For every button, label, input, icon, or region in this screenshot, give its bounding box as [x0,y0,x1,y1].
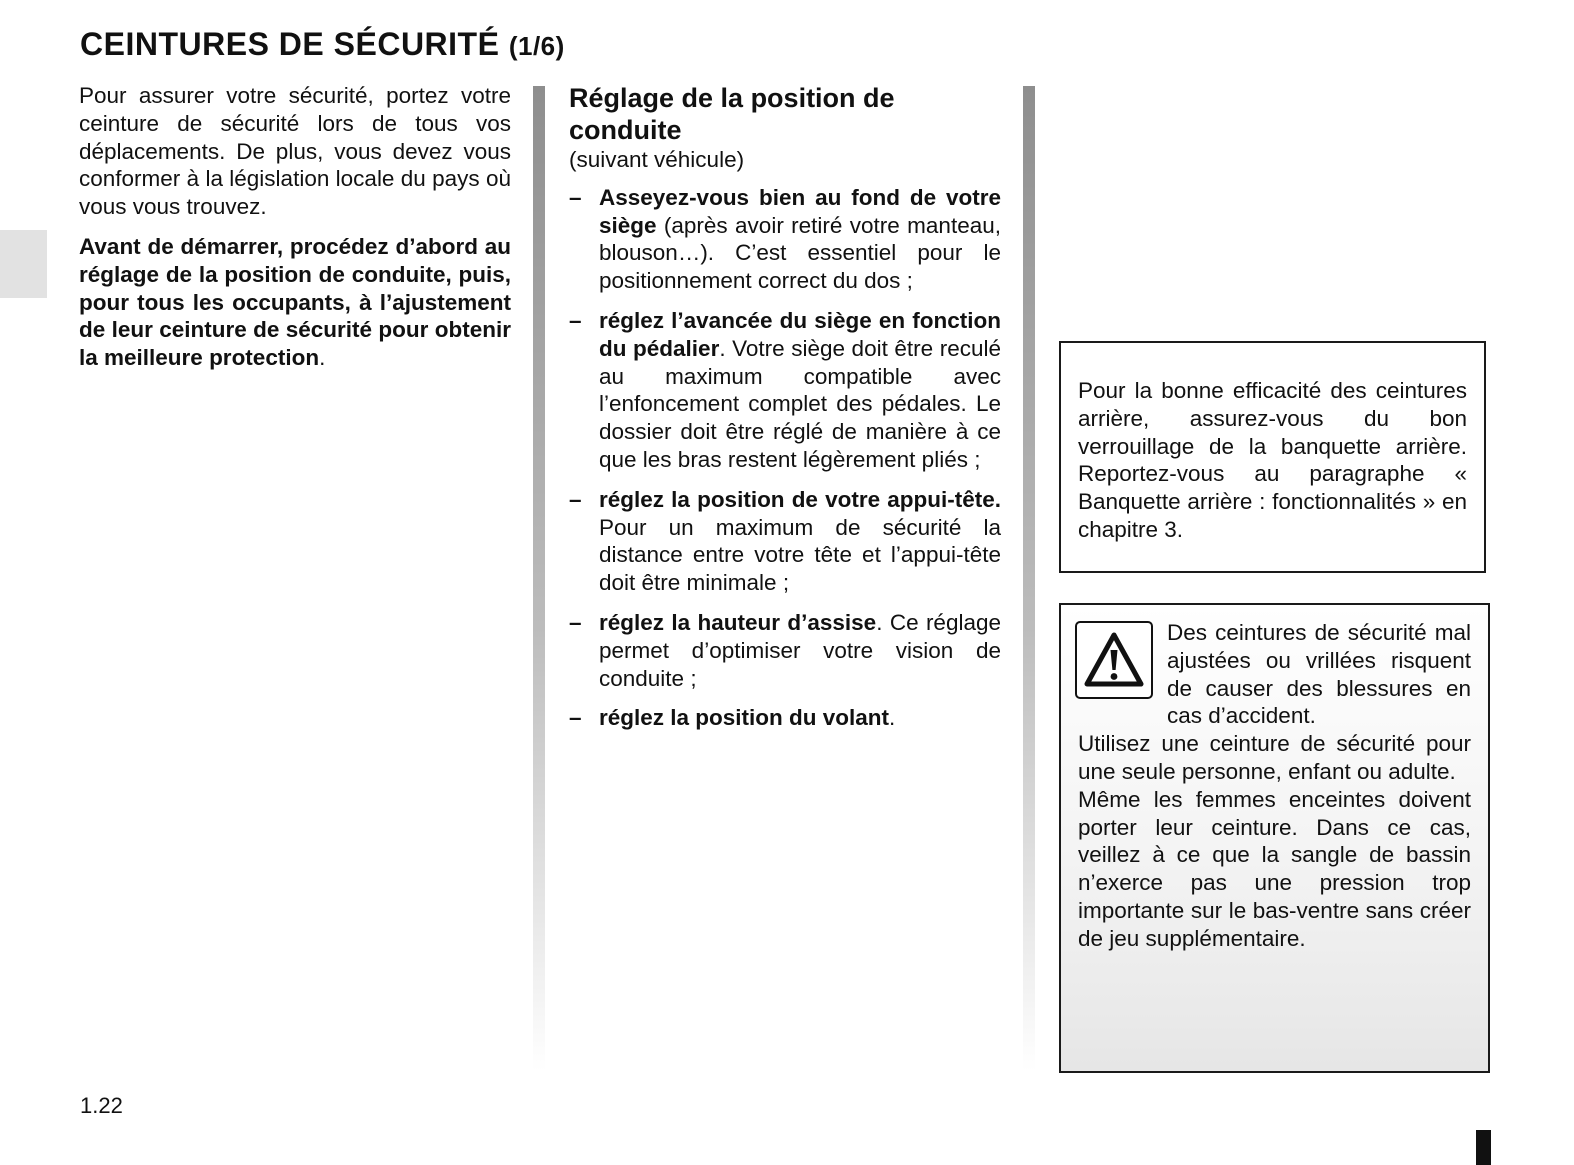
warning-text-1: Des ceintures de sécurité mal ajustées ou vrillées risquent de causer des blessures en cas d’accident. [1167,620,1471,729]
title-text: CEINTURES DE SÉCURITÉ [80,26,500,62]
info-note-text: Pour la bonne efficacité des ceintures arrière, assurez-vous du bon verrouillage de la banquette arrière. Reportez-vous au paragraphe « Banquette arrière : fonctionnalités » en chapitre 3. [1078,378,1467,542]
title-part: (1/6) [508,31,565,61]
intro-bold-end: . [319,345,326,371]
warning-triangle-icon [1075,621,1153,699]
chapter-tab [0,230,47,298]
page-number: 1.22 [80,1093,123,1118]
warning-box [1059,603,1490,1073]
adjustment-list [569,184,1001,732]
list-item [569,609,1001,692]
list-dash: – [569,184,582,210]
page-corner-mark [1476,1130,1491,1165]
list-dash: – [569,307,582,333]
section-subheading: (suivant véhicule) [569,147,745,172]
list-item-text: (après avoir retiré votre manteau, blouson…). C’est essentiel pour le positionnement correct du dos ; [599,212,1001,294]
list-item [569,307,1001,474]
intro-bold-text: Avant de démarrer, procédez d’abord au réglage de la position de conduite, puis, pour tous les occupants, à l’ajustement de leur ceinture de sécurité pour obtenir la meilleure protection [79,233,511,371]
list-dash: – [569,486,582,512]
list-item-bold: réglez l’avancée du siège en fonction du pédalier [599,307,1001,361]
intro-column [79,82,511,384]
list-dash: – [569,609,582,635]
list-item [569,704,1001,732]
list-item [569,184,1001,295]
column-divider-left [533,86,545,1071]
warning-text-2: Utilisez une ceinture de sécurité pour une seule personne, enfant ou adulte. [1078,731,1471,784]
list-item-text: . [889,705,896,731]
list-item-text: Pour un maximum de sécurité la distance entre votre tête et l’appui-tête doit être minimale ; [599,514,1001,596]
list-item-bold: réglez la position de votre appui-tête. [599,486,1001,512]
list-item-bold: réglez la position du volant [599,705,890,731]
driving-position-section [569,82,1001,744]
intro-bold-paragraph [79,233,511,372]
column-divider-right [1023,86,1035,1071]
info-note-box [1059,341,1486,573]
page-title [80,26,565,63]
list-item-bold: Asseyez-vous bien au fond de votre siège [599,184,1001,238]
list-item [569,486,1001,597]
warning-text-3: Même les femmes enceintes doivent porter leur ceinture. Dans ce cas, veillez à ce que la sangle de bassin n’exerce pas une pression trop importante sur le bas-ventre sans créer de jeu supplémentaire. [1078,786,1471,951]
intro-paragraph: Pour assurer votre sécurité, portez votre ceinture de sécurité lors de tous vos déplacements. De plus, vous devez vous conformer à la législation locale du pays où vous vous trouvez. [79,83,511,220]
list-item-text: . Ce réglage permet d’optimiser votre vision de conduite ; [599,609,1001,691]
list-item-text: . Votre siège doit être reculé au maximum compatible avec l’enfoncement complet des pédales. Le dossier doit être réglé de manière à ce que les bras restent légèrement pliés ; [599,335,1001,472]
list-item-bold: réglez la hauteur d’assise [599,609,877,635]
list-dash: – [569,705,582,731]
section-heading: Réglage de la position de conduite [569,83,895,145]
